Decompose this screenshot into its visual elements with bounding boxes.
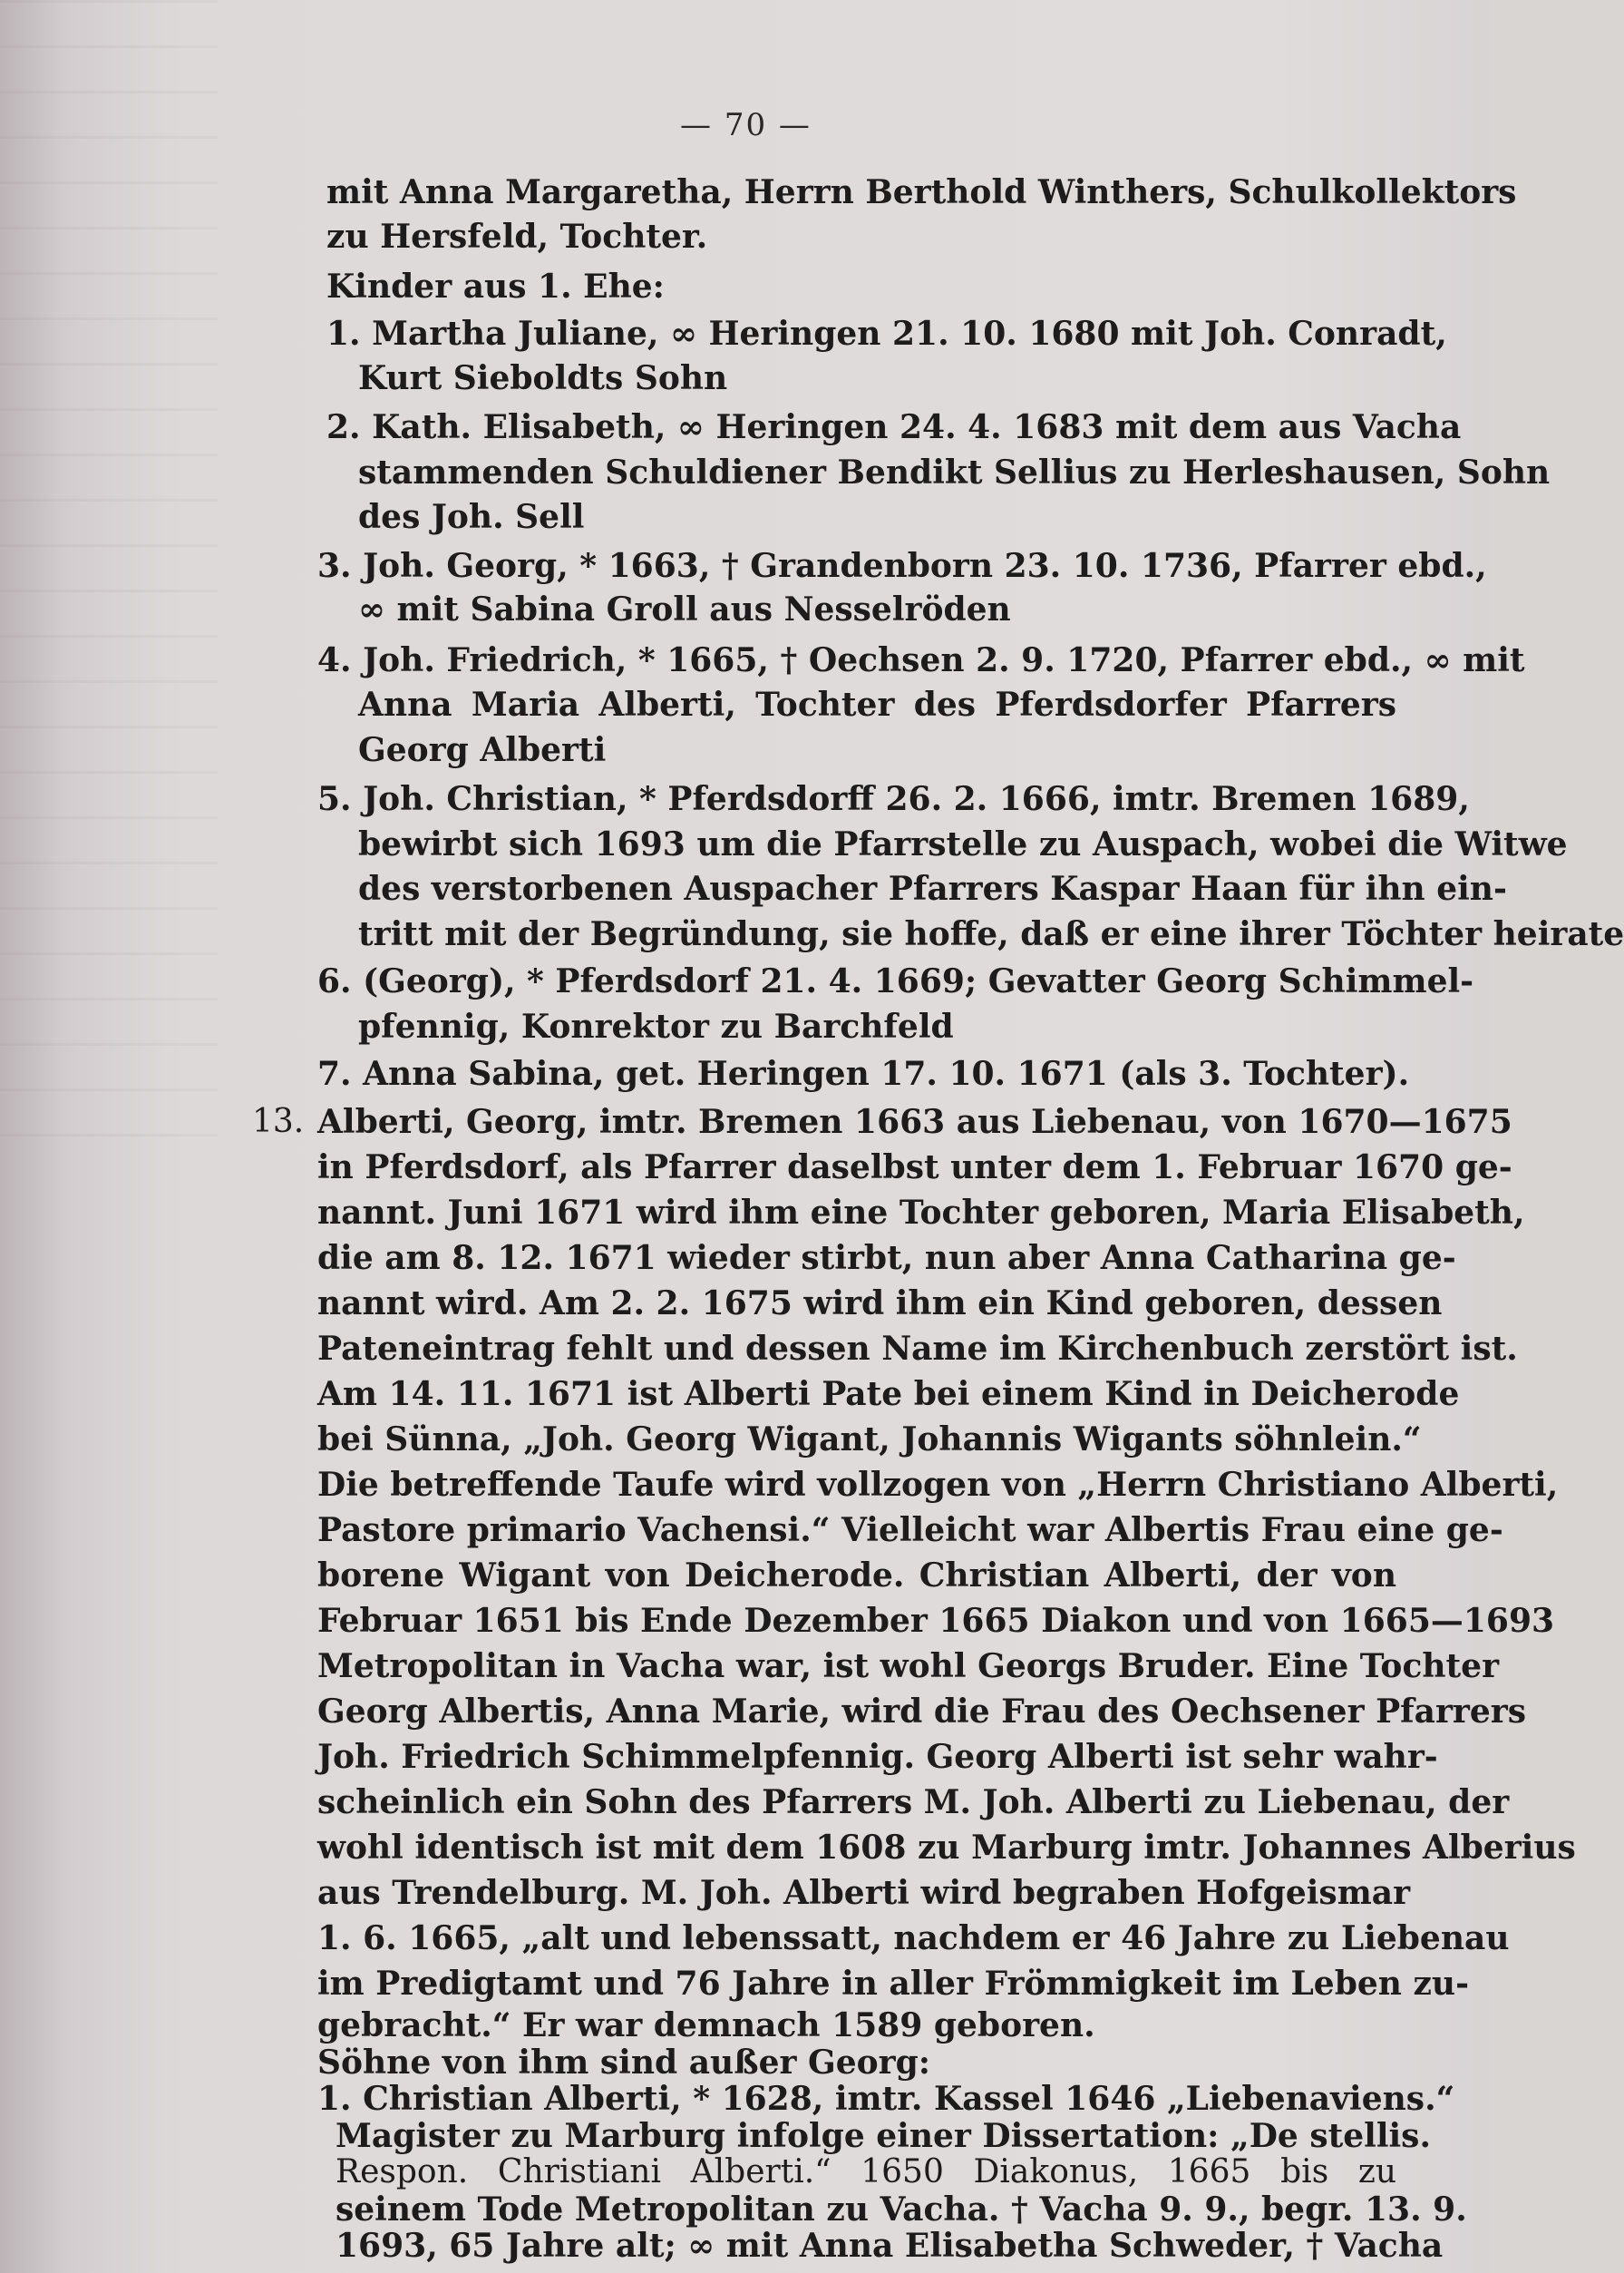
- text-line: Alberti, Georg, imtr. Bremen 1663 aus Liebenau, von 1670—1675: [317, 1103, 1512, 1141]
- text-line: tritt mit der Begründung, sie hoffe, daß er eine ihrer Töchter heirate: [358, 915, 1624, 953]
- text-line: nannt wird. Am 2. 2. 1675 wird ihm ein Kind geboren, dessen: [317, 1284, 1443, 1322]
- text-line: gebracht.“ Er war demnach 1589 geboren.: [317, 2006, 1095, 2044]
- text-line: des verstorbenen Auspacher Pfarrers Kaspar Haan für ihn ein-: [358, 870, 1507, 908]
- text-line: wohl identisch ist mit dem 1608 zu Marburg imtr. Johannes Alberius: [317, 1829, 1576, 1867]
- text-line: Joh. Friedrich Schimmelpfennig. Georg Alberti ist sehr wahr-: [317, 1738, 1438, 1776]
- text-line: 3. Joh. Georg, * 1663, † Grandenborn 23. 10. 1736, Pfarrer ebd.,: [317, 547, 1487, 585]
- text-line: Am 14. 11. 1671 ist Alberti Pate bei einem Kind in Deicherode: [317, 1375, 1460, 1413]
- text-line: 5. Joh. Christian, * Pferdsdorff 26. 2. 1666, imtr. Bremen 1689,: [317, 780, 1470, 818]
- bleed-through-shadow: [0, 0, 218, 1179]
- text-line: Pastore primario Vachensi.“ Vielleicht war Albertis Frau eine ge-: [317, 1511, 1503, 1549]
- text-line: nannt. Juni 1671 wird ihm eine Tochter geboren, Maria Elisabeth,: [317, 1194, 1525, 1232]
- text-line: 4. Joh. Friedrich, * 1665, † Oechsen 2. 9. 1720, Pfarrer ebd., ∞ mit: [317, 641, 1525, 679]
- text-line: aus Trendelburg. M. Joh. Alberti wird begraben Hofgeismar: [317, 1874, 1411, 1912]
- text-line: mit Anna Margaretha, Herrn Berthold Winthers, Schulkollektors: [326, 173, 1517, 211]
- text-line: 1693, 65 Jahre alt; ∞ mit Anna Elisabetha Schweder, † Vacha: [335, 2227, 1444, 2265]
- text-line: bei Sünna, „Joh. Georg Wigant, Johannis Wigants söhnlein.“: [317, 1420, 1422, 1458]
- text-line: die am 8. 12. 1671 wieder stirbt, nun aber Anna Catharina ge-: [317, 1239, 1456, 1277]
- text-line: des Joh. Sell: [358, 498, 585, 536]
- text-line: 2. Kath. Elisabeth, ∞ Heringen 24. 4. 1683 mit dem aus Vacha: [326, 408, 1462, 446]
- text-line: Söhne von ihm sind außer Georg:: [317, 2044, 931, 2082]
- text-line: seinem Tode Metropolitan zu Vacha. † Vacha 9. 9., begr. 13. 9.: [335, 2190, 1467, 2229]
- text-line: Georg Alberti: [358, 731, 607, 769]
- page-number: — 70 —: [680, 107, 812, 143]
- text-line: im Predigtamt und 76 Jahre in aller Frömmigkeit im Leben zu-: [317, 1965, 1470, 2003]
- text-line: 1. Christian Alberti, * 1628, imtr. Kassel 1646 „Liebenaviens.“: [317, 2080, 1455, 2118]
- text-line: Februar 1651 bis Ende Dezember 1665 Diakon und von 1665—1693: [317, 1602, 1555, 1640]
- text-line: Kurt Sieboldts Sohn: [358, 359, 728, 397]
- text-line: bewirbt sich 1693 um die Pfarrstelle zu Auspach, wobei die Witwe: [358, 825, 1568, 863]
- entry-number: 13.: [252, 1103, 305, 1140]
- text-line: 6. (Georg), * Pferdsdorf 21. 4. 1669; Gevatter Georg Schimmel-: [317, 962, 1474, 1000]
- text-line: scheinlich ein Sohn des Pfarrers M. Joh. Alberti zu Liebenau, der: [317, 1783, 1510, 1821]
- text-line: in Pferdsdorf, als Pfarrer daselbst unter dem 1. Februar 1670 ge-: [317, 1148, 1512, 1186]
- text-line: 1. 6. 1665, „alt und lebenssatt, nachdem er 46 Jahre zu Liebenau: [317, 1919, 1510, 1957]
- text-line: Die betreffende Taufe wird vollzogen von „Herrn Christiano Alberti,: [317, 1466, 1559, 1504]
- text-line: Kinder aus 1. Ehe:: [326, 268, 665, 306]
- text-line: stammenden Schuldiener Bendikt Sellius zu Herleshausen, Sohn: [358, 454, 1551, 492]
- text-line: Georg Albertis, Anna Marie, wird die Frau des Oechsener Pfarrers: [317, 1693, 1527, 1731]
- text-line: 7. Anna Sabina, get. Heringen 17. 10. 1671 (als 3. Tochter).: [317, 1055, 1410, 1093]
- text-line: Pateneintrag fehlt und dessen Name im Kirchenbuch zerstört ist.: [317, 1330, 1518, 1368]
- text-line: ∞ mit Sabina Groll aus Nesselröden: [358, 590, 1011, 629]
- text-line: pfennig, Konrektor zu Barchfeld: [358, 1008, 954, 1046]
- text-line: Respon. Christiani Alberti.“ 1650 Diakonus, 1665 bis zu: [335, 2153, 1396, 2190]
- text-line: borene Wigant von Deicherode. Christian Alberti, der von: [317, 1556, 1396, 1595]
- text-line: zu Hersfeld, Tochter.: [326, 218, 708, 256]
- text-line: Metropolitan in Vacha war, ist wohl Georgs Bruder. Eine Tochter: [317, 1647, 1500, 1685]
- text-line: Magister zu Marburg infolge einer Dissertation: „De stellis.: [335, 2117, 1431, 2155]
- text-line: Anna Maria Alberti, Tochter des Pferdsdorfer Pfarrers: [358, 686, 1396, 724]
- text-line: 1. Martha Juliane, ∞ Heringen 21. 10. 1680 mit Joh. Conradt,: [326, 315, 1447, 353]
